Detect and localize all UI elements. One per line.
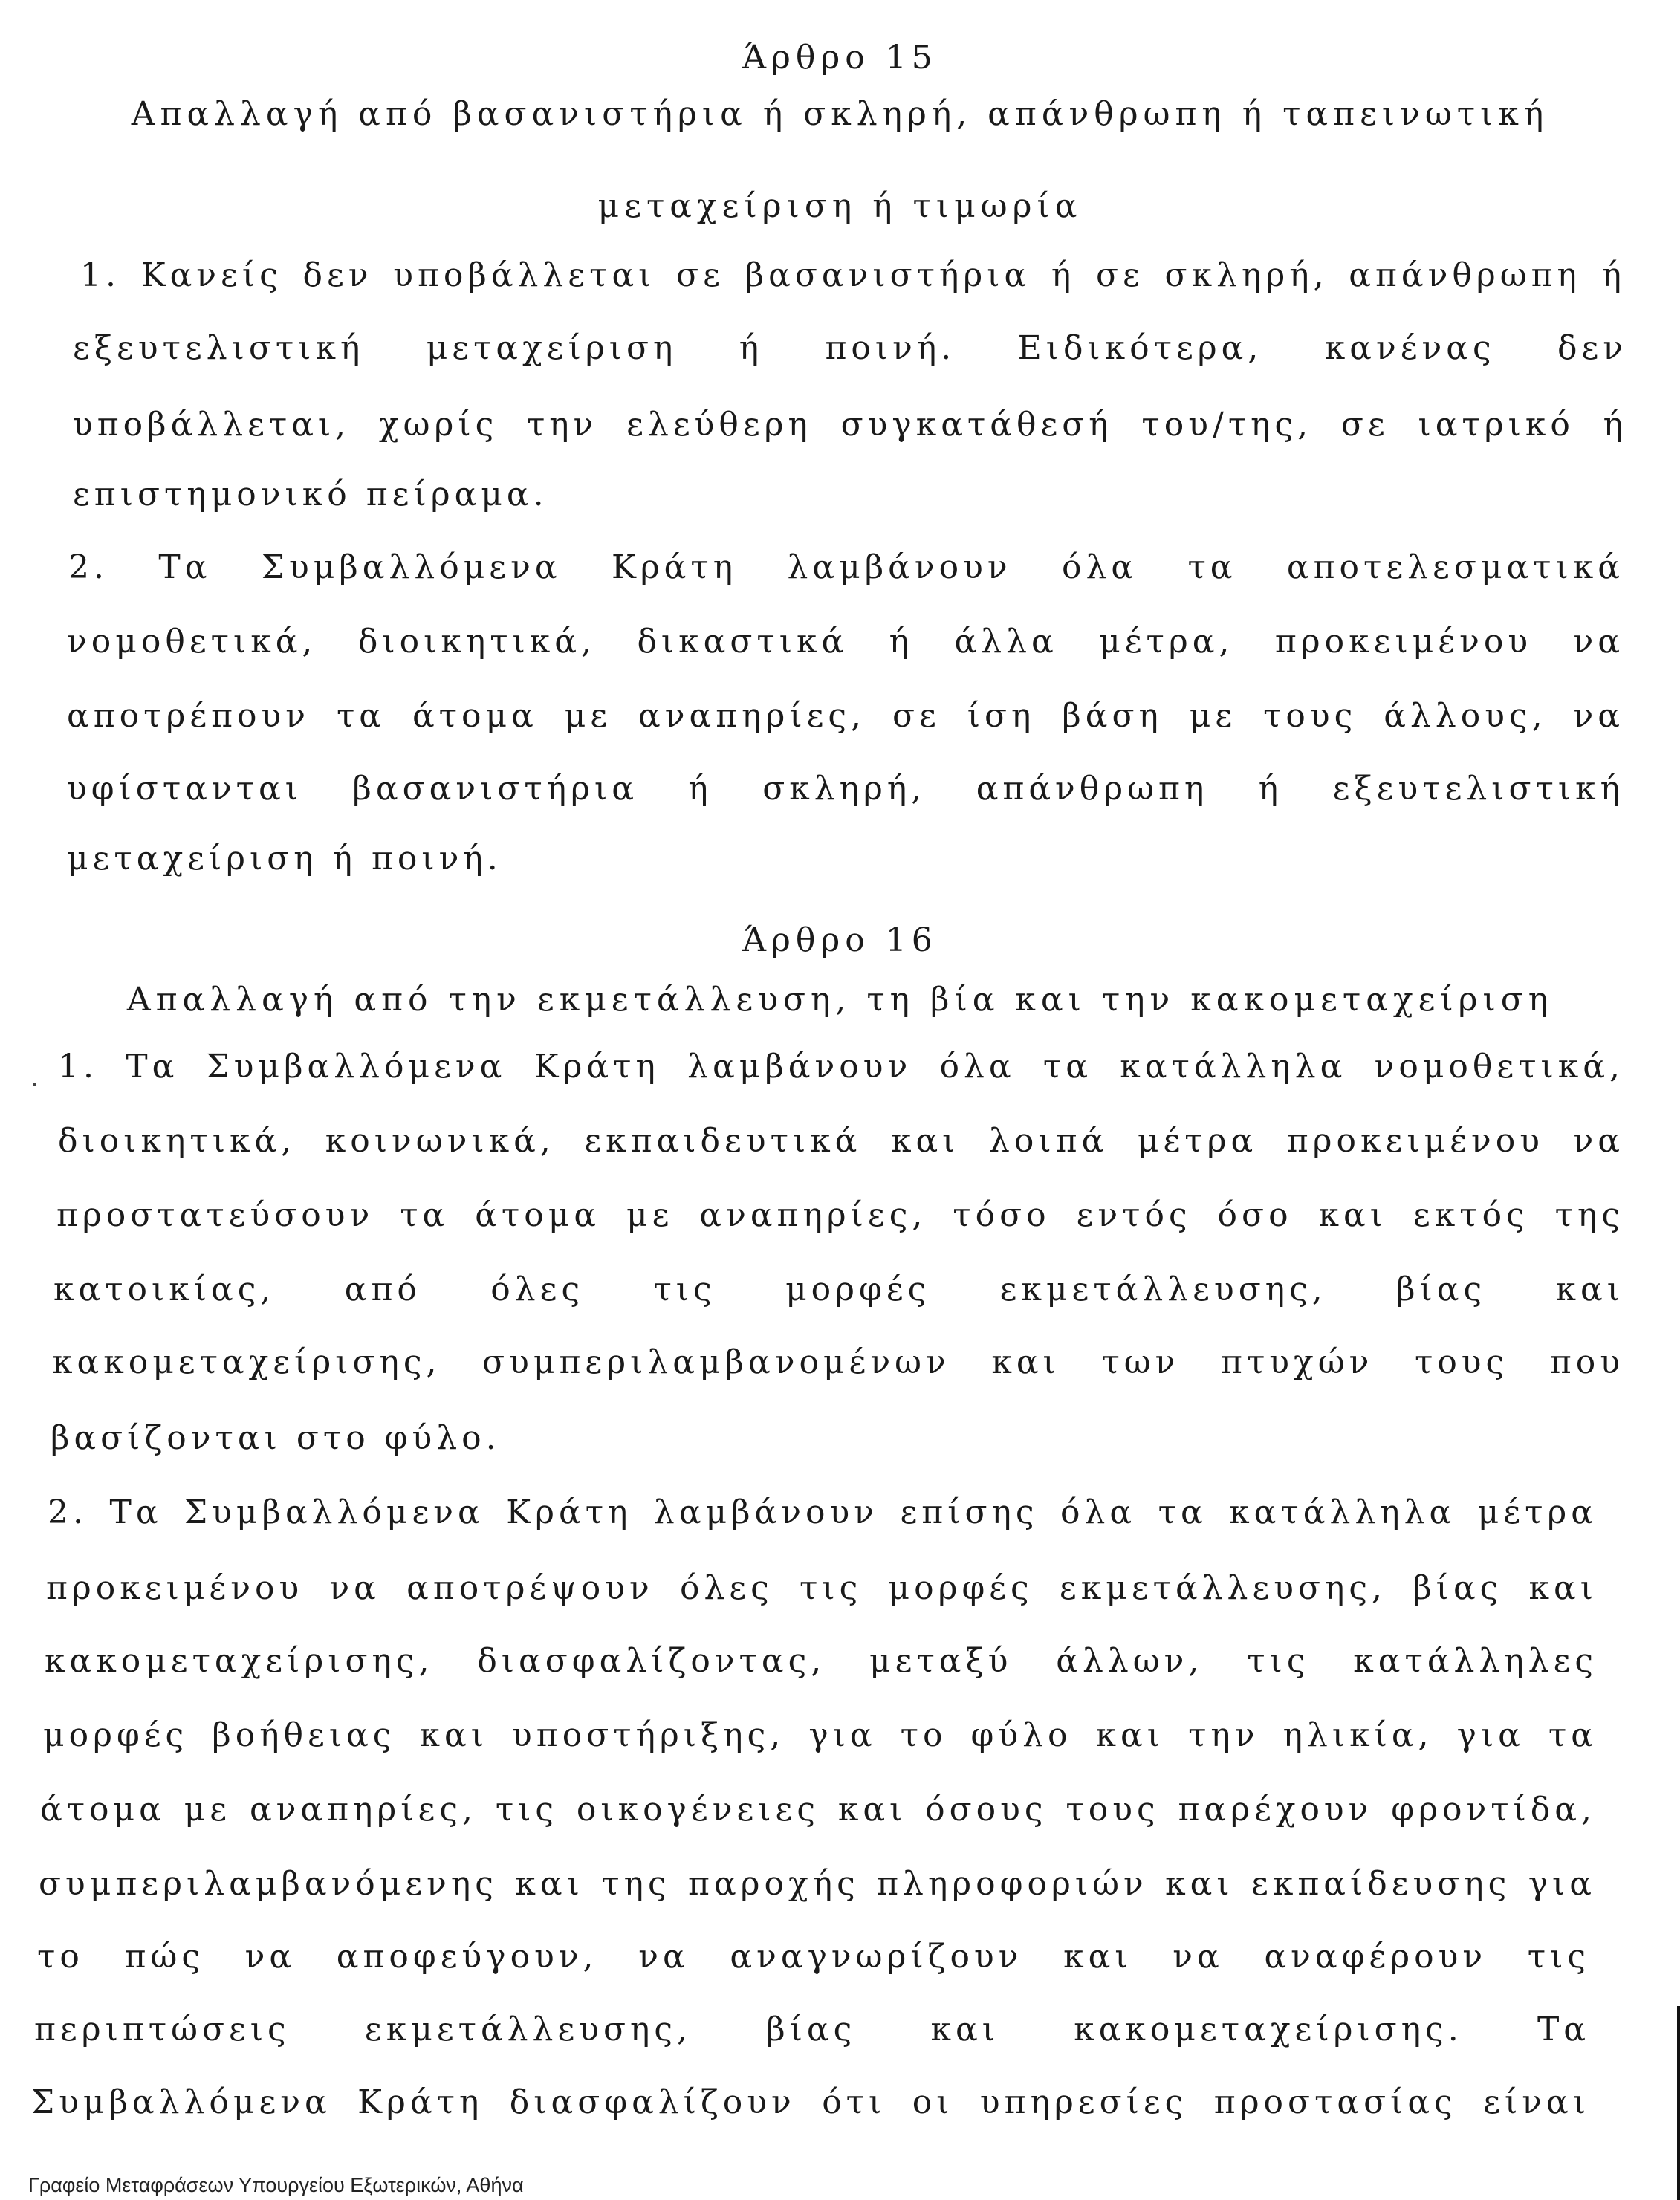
article-16-p2-line2: προκειμένου να αποτρέψουν όλες τις μορφές εκμετάλλευσης, βίας και <box>46 1569 1598 1607</box>
article-15-title-line2: μεταχείριση ή τιμωρία <box>597 187 1083 225</box>
article-16-p2-line8: περιπτώσεις εκμετάλλευσης, βίας και κακομεταχείρισης. Τα <box>34 2011 1590 2048</box>
article-15-p2-line3: αποτρέπουν τα άτομα με αναπηρίες, σε ίση βάση με τους άλλους, να <box>67 697 1624 735</box>
article-15-p2-line1: 2. Τα Συμβαλλόμενα Κράτη λαμβάνουν όλα τα αποτελεσματικά <box>68 548 1624 586</box>
article-15-p2-line4: υφίστανται βασανιστήρια ή σκληρή, απάνθρωπη ή εξευτελιστική <box>67 770 1624 808</box>
article-16-p2-line9: Συμβαλλόμενα Κράτη διασφαλίζουν ότι οι υπηρεσίες προστασίας είναι <box>31 2083 1590 2121</box>
article-15-p1-line2: εξευτελιστική μεταχείριση ή ποινή. Ειδικότερα, κανένας δεν <box>73 329 1627 367</box>
article-15-p1-line4: επιστημονικό πείραμα. <box>73 476 548 513</box>
article-15-p1-line1: 1. Κανείς δεν υποβάλλεται σε βασανιστήρια ή σε σκληρή, απάνθρωπη ή <box>80 256 1626 294</box>
article-16-p2-line7: το πώς να αποφεύγουν, να αναγνωρίζουν και να αναφέρουν τις <box>37 1938 1590 1976</box>
article-16-p2-line5: άτομα με αναπηρίες, τις οικογένειες και όσους τους παρέχουν φροντίδα, <box>40 1791 1596 1829</box>
article-15-p2-line2: νομοθετικά, διοικητικά, δικαστικά ή άλλα μέτρα, προκειμένου να <box>67 623 1624 661</box>
scan-speck <box>33 1083 36 1086</box>
article-16-number: Άρθρο 16 <box>742 921 938 959</box>
article-15-number: Άρθρο 15 <box>742 39 938 77</box>
article-16-p2-line6: συμπεριλαμβανόμενης και της παροχής πληροφοριών και εκπαίδευσης για <box>39 1865 1596 1903</box>
article-16-p1-line4: κατοικίας, από όλες τις μορφές εκμετάλλευσης, βίας και <box>53 1271 1624 1308</box>
scan-edge-mark <box>1677 2006 1680 2200</box>
article-16-p2-line4: μορφές βοήθειας και υποστήριξης, για το φύλο και την ηλικία, για τα <box>43 1716 1598 1754</box>
article-16-p1-line2: διοικητικά, κοινωνικά, εκπαιδευτικά και λοιπά μέτρα προκειμένου να <box>58 1122 1624 1160</box>
article-16-p1-line6: βασίζονται στο φύλο. <box>51 1419 501 1457</box>
article-16-p2-line1: 2. Τα Συμβαλλόμενα Κράτη λαμβάνουν επίσης όλα τα κατάλληλα μέτρα <box>48 1493 1598 1531</box>
article-15-p1-line3: υποβάλλεται, χωρίς την ελεύθερη συγκατάθεσή του/της, σε ιατρικό ή <box>73 406 1627 444</box>
article-15-title-line1: Απαλλαγή από βασανιστήρια ή σκληρή, απάνθρωπη ή ταπεινωτική <box>131 95 1549 133</box>
footer-translation-office: Γραφείο Μεταφράσεων Υπουργείου Εξωτερικών, Αθήνα <box>28 2174 524 2196</box>
article-16-p2-line3: κακομεταχείρισης, διασφαλίζοντας, μεταξύ άλλων, τις κατάλληλες <box>45 1642 1598 1680</box>
article-16-title: Απαλλαγή από την εκμετάλλευση, τη βία και την κακομεταχείριση <box>126 981 1554 1019</box>
article-16-p1-line1: 1. Τα Συμβαλλόμενα Κράτη λαμβάνουν όλα τα κατάλληλα νομοθετικά, <box>58 1048 1624 1086</box>
article-16-p1-line3: προστατεύσουν τα άτομα με αναπηρίες, τόσο εντός όσο και εκτός της <box>56 1196 1624 1234</box>
article-15-p2-line5: μεταχείριση ή ποινή. <box>67 840 502 877</box>
article-16-p1-line5: κακομεταχείρισης, συμπεριλαμβανομένων και των πτυχών τους που <box>52 1343 1624 1381</box>
